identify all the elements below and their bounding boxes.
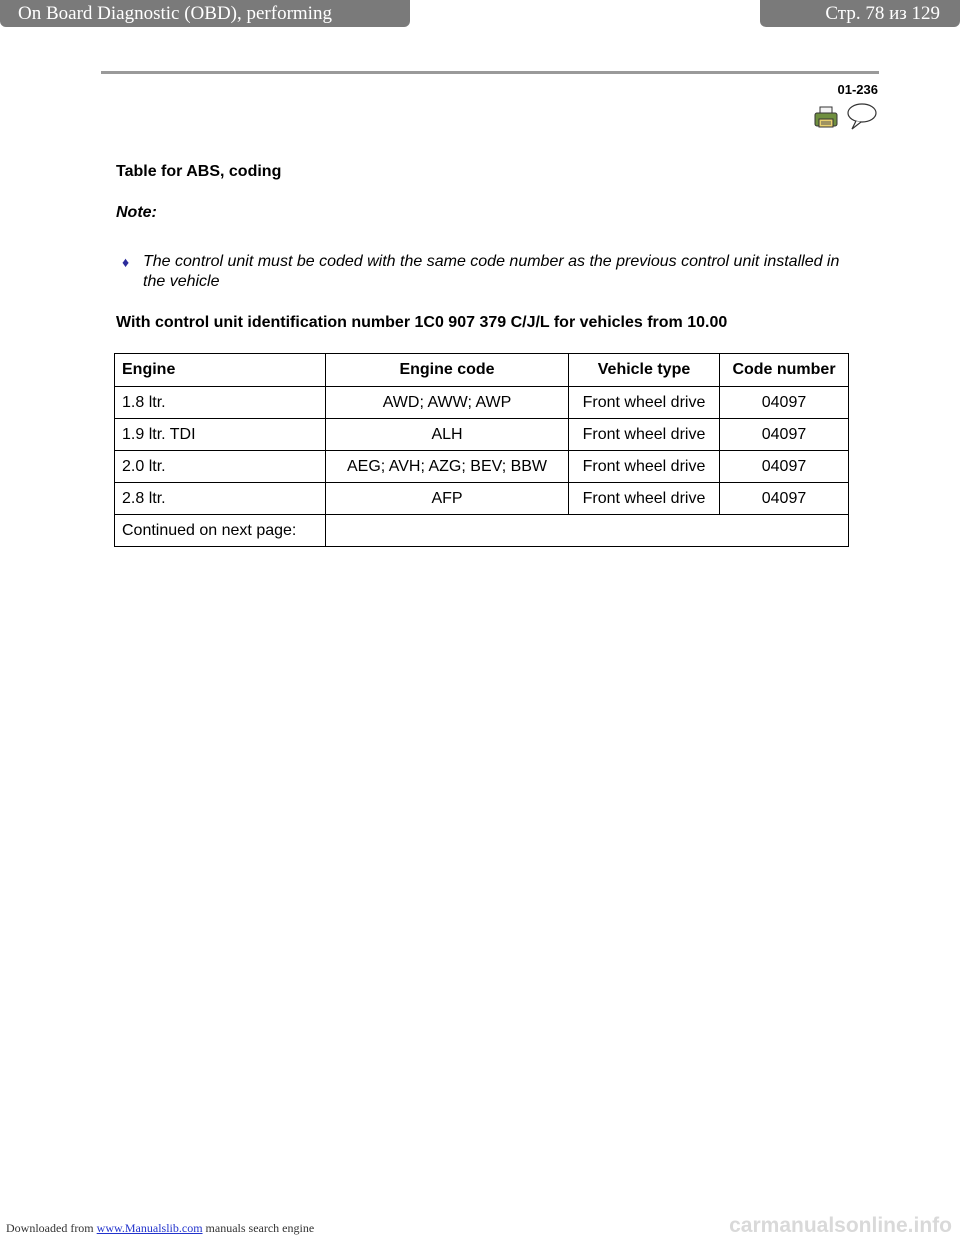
speech-bubble-icon[interactable] — [848, 104, 876, 129]
cell-vehicle-type: Front wheel drive — [569, 451, 720, 483]
page-header — [0, 0, 960, 27]
cell-vehicle-type: Front wheel drive — [569, 483, 720, 515]
coding-table — [114, 353, 849, 547]
header-page-count: Стр. 78 из 129 — [825, 3, 940, 24]
printer-icon[interactable] — [815, 107, 837, 127]
note-bullet — [122, 252, 842, 292]
cell-engine: 1.9 ltr. TDI — [115, 419, 326, 451]
table-row — [115, 419, 849, 451]
cell-code-number: 04097 — [720, 483, 849, 515]
cell-code-number: 04097 — [720, 451, 849, 483]
cell-engine-code: ALH — [326, 419, 569, 451]
column-header-engine: Engine — [115, 354, 326, 387]
footer-suffix: manuals search engine — [202, 1221, 315, 1235]
control-unit-subtitle: With control unit identification number 1C0 907 379 C/J/L for vehicles from 10.00 — [116, 314, 728, 331]
page-footer — [0, 1214, 960, 1242]
footer-prefix: Downloaded from — [6, 1221, 97, 1235]
table-continued-row — [115, 515, 849, 547]
toolbar-icons — [814, 103, 880, 131]
continued-empty-cell — [326, 515, 849, 547]
table-row — [115, 451, 849, 483]
document-id: 01-236 — [837, 82, 878, 97]
table-row — [115, 387, 849, 419]
section-title: Table for ABS, coding — [116, 163, 282, 180]
cell-engine: 2.0 ltr. — [115, 451, 326, 483]
cell-vehicle-type: Front wheel drive — [569, 419, 720, 451]
column-header-code-number: Code number — [720, 354, 849, 387]
table-row — [115, 483, 849, 515]
note-label: Note: — [116, 204, 157, 221]
cell-engine-code: AEG; AVH; AZG; BEV; BBW — [326, 451, 569, 483]
watermark: carmanualsonline.info — [729, 1214, 952, 1237]
cell-code-number: 04097 — [720, 419, 849, 451]
cell-vehicle-type: Front wheel drive — [569, 387, 720, 419]
note-bullet-text: The control unit must be coded with the same code number as the previous control unit installed in the vehicle — [143, 253, 840, 290]
cell-engine-code: AFP — [326, 483, 569, 515]
diamond-bullet-icon: ♦ — [122, 254, 130, 270]
table-header-row — [115, 354, 849, 387]
continued-note: Continued on next page: — [115, 515, 326, 547]
column-header-vehicle-type: Vehicle type — [569, 354, 720, 387]
footer-download-note — [6, 1221, 314, 1236]
cell-engine: 1.8 ltr. — [115, 387, 326, 419]
cell-code-number: 04097 — [720, 387, 849, 419]
header-title: On Board Diagnostic (OBD), performing — [18, 3, 332, 24]
cell-engine: 2.8 ltr. — [115, 483, 326, 515]
cell-engine-code: AWD; AWW; AWP — [326, 387, 569, 419]
footer-link[interactable]: www.Manualslib.com — [96, 1221, 203, 1235]
column-header-engine-code: Engine code — [326, 354, 569, 387]
header-rule — [101, 71, 879, 74]
